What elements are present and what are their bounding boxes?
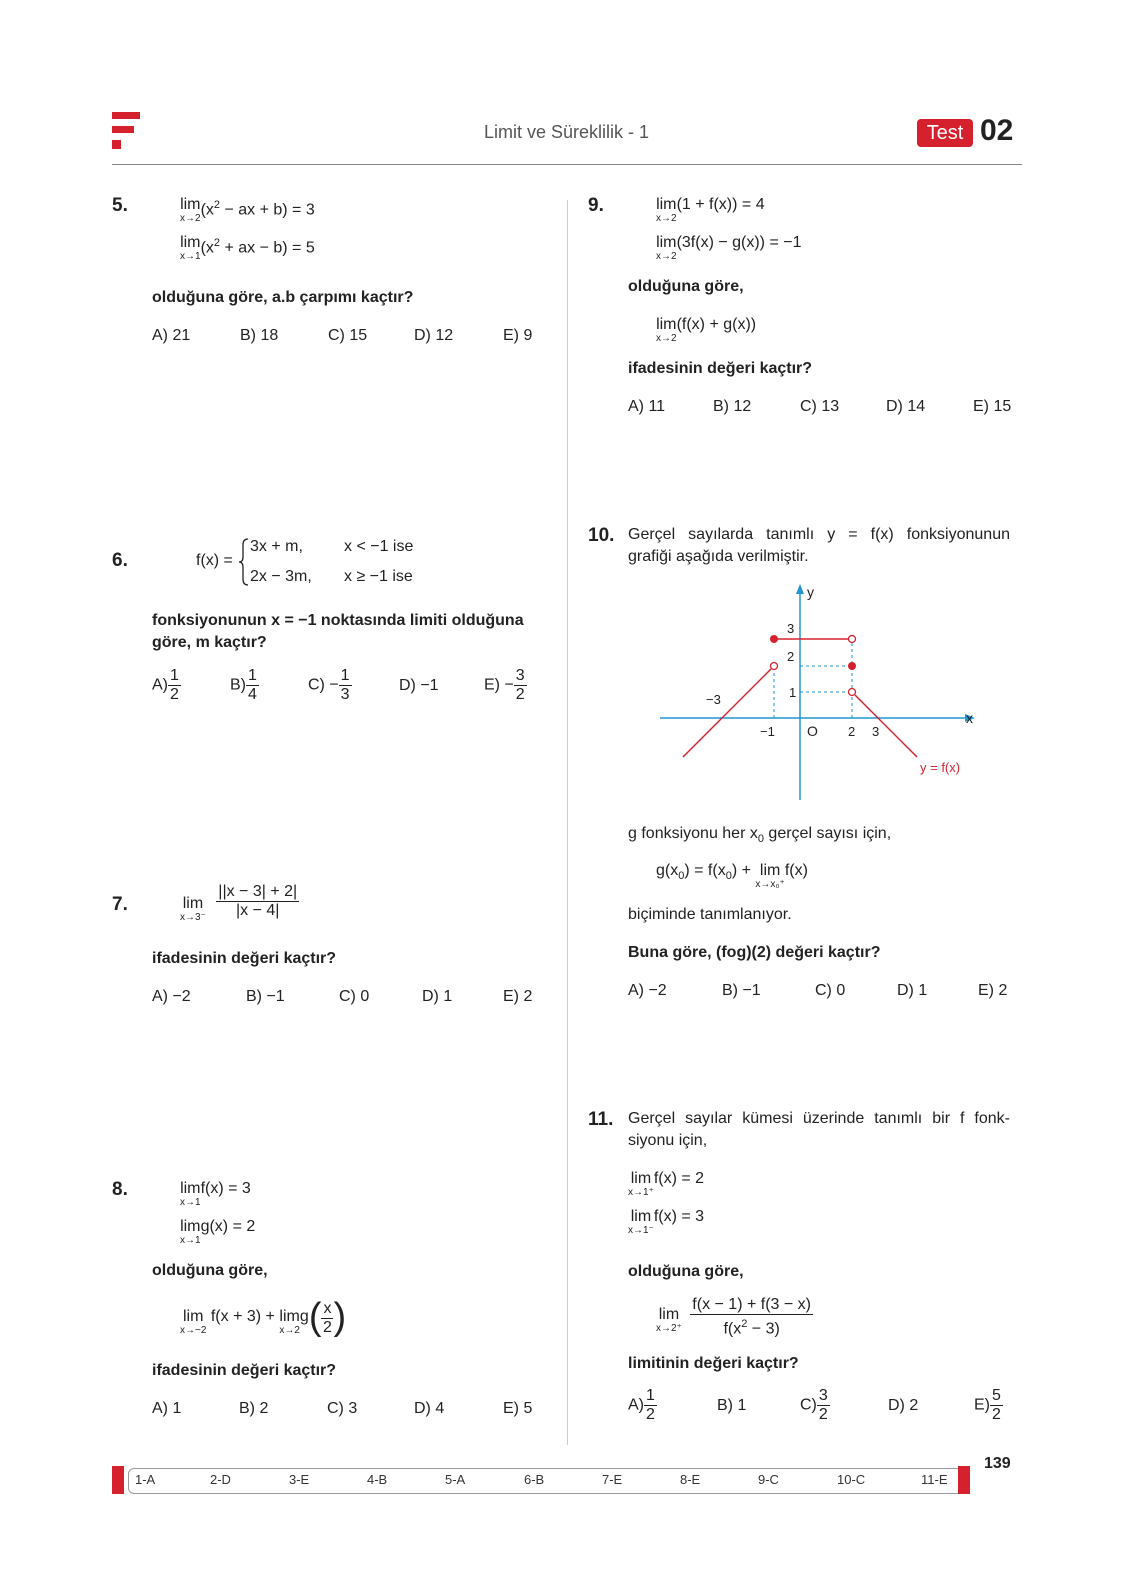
y-axis-arrow bbox=[796, 584, 804, 594]
piecewise-brace bbox=[238, 537, 250, 587]
q6-option-b[interactable]: B) $\frac{1}{4}$ bbox=[230, 667, 257, 703]
q9-condition: olduğuna göre, bbox=[628, 278, 744, 295]
filled-point bbox=[770, 635, 778, 643]
y-tick-label: 3 bbox=[787, 621, 795, 636]
q9-option-d[interactable]: D) 14 bbox=[886, 398, 926, 415]
open-point bbox=[849, 689, 856, 696]
q10-option-a[interactable]: A) −2 bbox=[628, 982, 667, 999]
page-number: 139 bbox=[984, 1455, 1011, 1472]
curve-label: y = f(x) bbox=[920, 760, 961, 775]
q11-option-a[interactable]: A) $\frac{1}{2}$ bbox=[628, 1387, 655, 1423]
q10-option-e[interactable]: E) 2 bbox=[978, 982, 1008, 999]
q10-definition-end: biçiminde tanımlanıyor. bbox=[628, 906, 792, 923]
question-number: 5. bbox=[112, 195, 128, 216]
q5-option-c[interactable]: C) 15 bbox=[328, 327, 368, 344]
q7-question: ifadesinin değeri kaçtır? bbox=[152, 950, 337, 967]
q8-option-c[interactable]: C) 3 bbox=[327, 1400, 358, 1417]
q11-option-c[interactable]: C) $\frac{3}{2}$ bbox=[800, 1387, 828, 1423]
function-graph bbox=[655, 580, 985, 805]
q9-limit-2: lim x→2 (3f(x) − g(x)) = −1 bbox=[656, 234, 802, 262]
q5-question: olduğuna göre, a.b çarpımı kaçtır? bbox=[152, 289, 414, 306]
q6-case2-cond: x ≥ −1 ise bbox=[344, 568, 413, 585]
answer-key-item: 1-A bbox=[135, 1472, 156, 1487]
answer-key-item: 10-C bbox=[837, 1472, 866, 1487]
q11-option-d[interactable]: D) 2 bbox=[888, 1397, 919, 1414]
q6-question-line2: göre, m kaçtır? bbox=[152, 634, 267, 651]
q9-option-b[interactable]: B) 12 bbox=[713, 398, 752, 415]
q9-option-a[interactable]: A) 11 bbox=[628, 398, 666, 415]
answer-key-item: 4-B bbox=[367, 1472, 388, 1487]
q7-option-d[interactable]: D) 1 bbox=[422, 988, 453, 1005]
q6-option-c[interactable]: C) − $\frac{1}{3}$ bbox=[308, 667, 350, 703]
q8-question: ifadesinin değeri kaçtır? bbox=[152, 1362, 337, 1379]
question-number: 11. bbox=[588, 1109, 614, 1130]
q9-question: ifadesinin değeri kaçtır? bbox=[628, 360, 813, 377]
q7-limit: lim x→3⁻ $\frac{||x - 3| + 2|}{|x - 4|}$ bbox=[180, 883, 298, 923]
q11-intro-line2: siyonu için, bbox=[628, 1132, 708, 1149]
neg-three-label: −3 bbox=[706, 692, 721, 707]
q5-limit-1: lim x→2 ($x^2$ − ax + b) = 3 bbox=[180, 196, 315, 224]
question-number: 6. bbox=[112, 550, 128, 571]
q6-question-line1: fonksiyonunun x = −1 noktasında limiti olduğuna bbox=[152, 612, 524, 629]
answer-key-item: 6-B bbox=[524, 1472, 545, 1487]
q5-option-d[interactable]: D) 12 bbox=[414, 327, 454, 344]
q11-expression: lim x→2⁺ $\frac{f(x - 1) + f(3 - x)}{f(x^2 - 3)}$ bbox=[656, 1296, 811, 1338]
guide-lines bbox=[774, 639, 852, 718]
q5-option-b[interactable]: B) 18 bbox=[240, 327, 279, 344]
x-axis-label: x bbox=[966, 710, 973, 726]
q11-limit-1: lim x→1⁺ f(x) = 2 bbox=[628, 1170, 705, 1198]
q11-limit-2: lim x→1⁻ f(x) = 3 bbox=[628, 1208, 705, 1236]
q8-limit-2: lim x→1 g(x) = 2 bbox=[180, 1218, 256, 1246]
q11-question: limitinin değeri kaçtır? bbox=[628, 1355, 799, 1372]
q11-option-b[interactable]: B) 1 bbox=[717, 1397, 747, 1414]
q6-case2-expr: 2x − 3m, bbox=[250, 568, 312, 585]
footer-left-marker bbox=[112, 1466, 124, 1494]
question-number: 7. bbox=[112, 894, 128, 915]
y-axis-label: y bbox=[807, 584, 814, 600]
test-badge: Test bbox=[917, 119, 973, 147]
answer-key-item: 2-D bbox=[210, 1472, 231, 1487]
q6-option-a[interactable]: A) $\frac{1}{2}$ bbox=[152, 667, 179, 703]
q8-limit-1: lim x→1 f(x) = 3 bbox=[180, 1180, 251, 1208]
q11-option-e[interactable]: E) $\frac{5}{2}$ bbox=[974, 1387, 1001, 1423]
answer-key-item: 5-A bbox=[445, 1472, 466, 1487]
q7-option-a[interactable]: A) −2 bbox=[152, 988, 191, 1005]
answer-key-item: 9-C bbox=[758, 1472, 779, 1487]
q8-option-a[interactable]: A) 1 bbox=[152, 1400, 182, 1417]
q6-option-d[interactable]: D) −1 bbox=[399, 677, 439, 694]
y-tick-label: 2 bbox=[787, 649, 795, 664]
answer-key-item: 7-E bbox=[602, 1472, 623, 1487]
q9-expression: lim x→2 (f(x) + g(x)) bbox=[656, 316, 757, 344]
q10-question: Buna göre, (fog)(2) değeri kaçtır? bbox=[628, 944, 881, 961]
footer-right-marker bbox=[958, 1466, 970, 1494]
answer-key-item: 3-E bbox=[289, 1472, 310, 1487]
column-divider bbox=[567, 200, 568, 1445]
q10-option-b[interactable]: B) −1 bbox=[722, 982, 761, 999]
q9-option-e[interactable]: E) 15 bbox=[973, 398, 1012, 415]
q7-option-b[interactable]: B) −1 bbox=[246, 988, 285, 1005]
q6-option-e[interactable]: E) − $\frac{3}{2}$ bbox=[484, 667, 525, 703]
q5-option-e[interactable]: E) 9 bbox=[503, 327, 533, 344]
q10-option-d[interactable]: D) 1 bbox=[897, 982, 928, 999]
open-point bbox=[771, 663, 778, 670]
q9-option-c[interactable]: C) 13 bbox=[800, 398, 840, 415]
q11-intro-line1: Gerçel sayılar kümesi üzerinde tanımlı bir f fonk- bbox=[628, 1110, 1010, 1127]
open-point bbox=[849, 636, 856, 643]
x-tick-label: 3 bbox=[872, 724, 880, 739]
q10-g-line: g fonksiyonu her $x_0$ gerçel sayısı için, bbox=[628, 825, 892, 846]
y-tick-label: 1 bbox=[789, 685, 797, 700]
origin-label: O bbox=[807, 723, 818, 739]
question-number: 9. bbox=[588, 195, 604, 216]
q10-option-c[interactable]: C) 0 bbox=[815, 982, 846, 999]
q10-intro-line2: grafiği aşağıda verilmiştir. bbox=[628, 548, 809, 565]
q5-limit-2: lim x→1 ($x^2$ + ax − b) = 5 bbox=[180, 234, 315, 262]
filled-point bbox=[848, 662, 856, 670]
q8-option-e[interactable]: E) 5 bbox=[503, 1400, 533, 1417]
q7-option-c[interactable]: C) 0 bbox=[339, 988, 370, 1005]
q8-option-d[interactable]: D) 4 bbox=[414, 1400, 445, 1417]
page-title: Limit ve Süreklilik - 1 bbox=[483, 122, 650, 142]
answer-key-item: 11-E bbox=[921, 1472, 948, 1487]
q8-expression: lim x→−2 f(x + 3) + lim x→2 g( $\frac{x}{2}$ ) bbox=[180, 1296, 347, 1338]
q6-fx: f(x) = bbox=[196, 552, 233, 569]
q6-case1-cond: x < −1 ise bbox=[344, 538, 414, 555]
x-tick-label: 2 bbox=[848, 724, 856, 739]
test-number: 02 bbox=[980, 114, 1014, 147]
q6-case1-expr: 3x + m, bbox=[250, 538, 303, 555]
q10-intro-line1: Gerçel sayılarda tanımlı y = f(x) fonksiyonunun bbox=[628, 526, 1010, 543]
x-tick-label: −1 bbox=[760, 724, 775, 739]
q10-definition: $g(x_0) = f(x_0) + \lim$ x→x₀⁺ f(x) bbox=[656, 862, 808, 890]
q5-option-a[interactable]: A) 21 bbox=[152, 327, 191, 344]
q11-condition: olduğuna göre, bbox=[628, 1263, 744, 1280]
q8-option-b[interactable]: B) 2 bbox=[239, 1400, 269, 1417]
header-divider bbox=[112, 164, 1022, 165]
question-number: 10. bbox=[588, 525, 615, 546]
question-number: 8. bbox=[112, 1179, 128, 1200]
q9-limit-1: lim x→2 (1 + f(x)) = 4 bbox=[656, 196, 765, 224]
answer-key-item: 8-E bbox=[680, 1472, 701, 1487]
q7-option-e[interactable]: E) 2 bbox=[503, 988, 533, 1005]
q8-condition: olduğuna göre, bbox=[152, 1262, 268, 1279]
